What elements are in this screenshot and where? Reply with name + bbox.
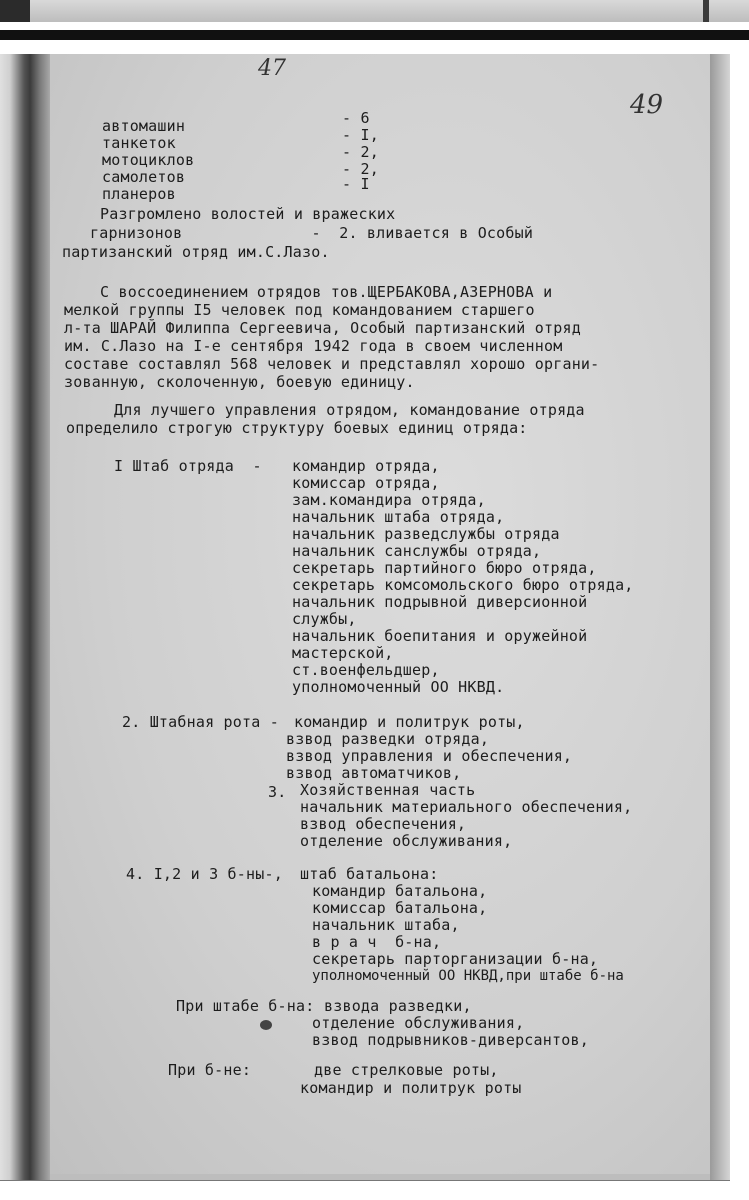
list-item: начальник подрывной диверсионной (292, 593, 588, 611)
paragraph-line: зованную, сколоченную, боевую единицу. (64, 373, 415, 391)
list-item: начальник штаба отряда, (292, 508, 505, 526)
list-item: взвода разведки, (324, 997, 472, 1015)
equipment-value: - I (342, 175, 370, 193)
list-item: уполномоченный ОО НКВД,при штабе б-на (312, 968, 624, 984)
list-item: две стрелковые роты, (314, 1061, 499, 1079)
equipment-value: - I, (342, 126, 379, 144)
scanned-page (0, 54, 730, 1181)
list-item: начальник санслужбы отряда, (292, 542, 542, 560)
equipment-item: планеров (102, 185, 176, 203)
destroyed-line: Разгромлено волостей и вражеских (100, 205, 396, 223)
document-sheet (50, 54, 710, 1174)
book-spine (0, 54, 50, 1180)
list-item: взвод управления и обеспечения, (286, 747, 573, 765)
list-item: взвод подрывников-диверсантов, (312, 1031, 589, 1049)
equipment-value: - 2, (342, 143, 379, 161)
new-page-number: 49 (630, 90, 664, 120)
section-heading: 4. I,2 и 3 б-ны-, (126, 865, 283, 883)
list-item: секретарь партийного бюро отряда, (292, 559, 597, 577)
list-item: начальник боепитания и оружейной (292, 627, 588, 645)
list-item: секретарь комсомольского бюро отряда, (292, 576, 634, 594)
list-item: отделение обслуживания, (300, 832, 513, 850)
paragraph-line: мелкой группы I5 человек под командованием старшего (64, 301, 535, 319)
section-heading: I Штаб отряда - (114, 457, 262, 475)
previous-page-strip (0, 0, 749, 22)
list-item: взвод разведки отряда, (286, 730, 490, 748)
list-item: ст.военфельдшер, (292, 661, 440, 679)
list-item: комиссар отряда, (292, 474, 440, 492)
scan-divider (0, 30, 749, 40)
old-page-number: 47 (258, 56, 286, 81)
list-item: отделение обслуживания, (312, 1014, 525, 1032)
equipment-value: - 6 (342, 109, 370, 127)
equipment-item: самолетов (102, 168, 186, 186)
list-item: уполномоченный ОО НКВД. (292, 678, 505, 696)
list-item: комиссар батальона, (312, 899, 488, 917)
destroyed-line: гарнизонов - 2. вливается в Особый (90, 224, 534, 242)
paragraph-line: С воссоединением отрядов тов.ЩЕРБАКОВА,АЗЕРНОВА и (100, 283, 553, 301)
list-item: командир отряда, (292, 457, 440, 475)
list-item: командир и политрук роты, (294, 713, 525, 731)
list-item: секретарь парторганизации б-на, (312, 950, 599, 968)
list-item: Хозяйственная часть (300, 781, 476, 799)
list-item: штаб батальона: (300, 865, 439, 883)
list-item: мастерской, (292, 644, 394, 662)
paragraph-line: составе составлял 568 человек и представлял хорошо органи- (64, 355, 600, 373)
equipment-value: - 2, (342, 160, 379, 178)
ink-blot (260, 1020, 272, 1030)
list-item: командир батальона, (312, 882, 488, 900)
section-heading: 3. (268, 783, 287, 801)
list-item: начальник штаба, (312, 916, 460, 934)
equipment-item: автомашин (102, 117, 186, 135)
list-item: начальник материального обеспечения, (300, 798, 633, 816)
paragraph-line: им. С.Лазо на I-е сентября 1942 года в своем численном (64, 337, 563, 355)
list-item: зам.командира отряда, (292, 491, 486, 509)
structure-intro-line: определило строгую структуру боевых единиц отряда: (66, 419, 528, 437)
list-item: взвод обеспечения, (300, 815, 467, 833)
list-item: службы, (292, 610, 357, 628)
equipment-item: танкеток (102, 134, 176, 152)
list-item: в р а ч б-на, (312, 933, 442, 951)
list-item: взвод автоматчиков, (286, 764, 462, 782)
previous-page-edge (703, 0, 709, 22)
paragraph-line: л-та ШАРАЙ Филиппа Сергеевича, Особый партизанский отряд (64, 319, 581, 337)
list-item: командир и политрук роты (300, 1079, 522, 1097)
destroyed-line: партизанский отряд им.С.Лазо. (62, 243, 330, 261)
hq-label: При штабе б-на: (176, 997, 315, 1015)
scan-gap (0, 40, 749, 54)
list-item: начальник разведслужбы отряда (292, 525, 560, 543)
page-right-edge (710, 54, 730, 1180)
previous-page-spine (0, 0, 30, 22)
section-heading: 2. Штабная рота - (122, 713, 279, 731)
equipment-item: мотоциклов (102, 151, 195, 169)
battalion-label: При б-не: (168, 1061, 252, 1079)
structure-intro-line: Для лучшего управления отрядом, командование отряда (114, 401, 585, 419)
